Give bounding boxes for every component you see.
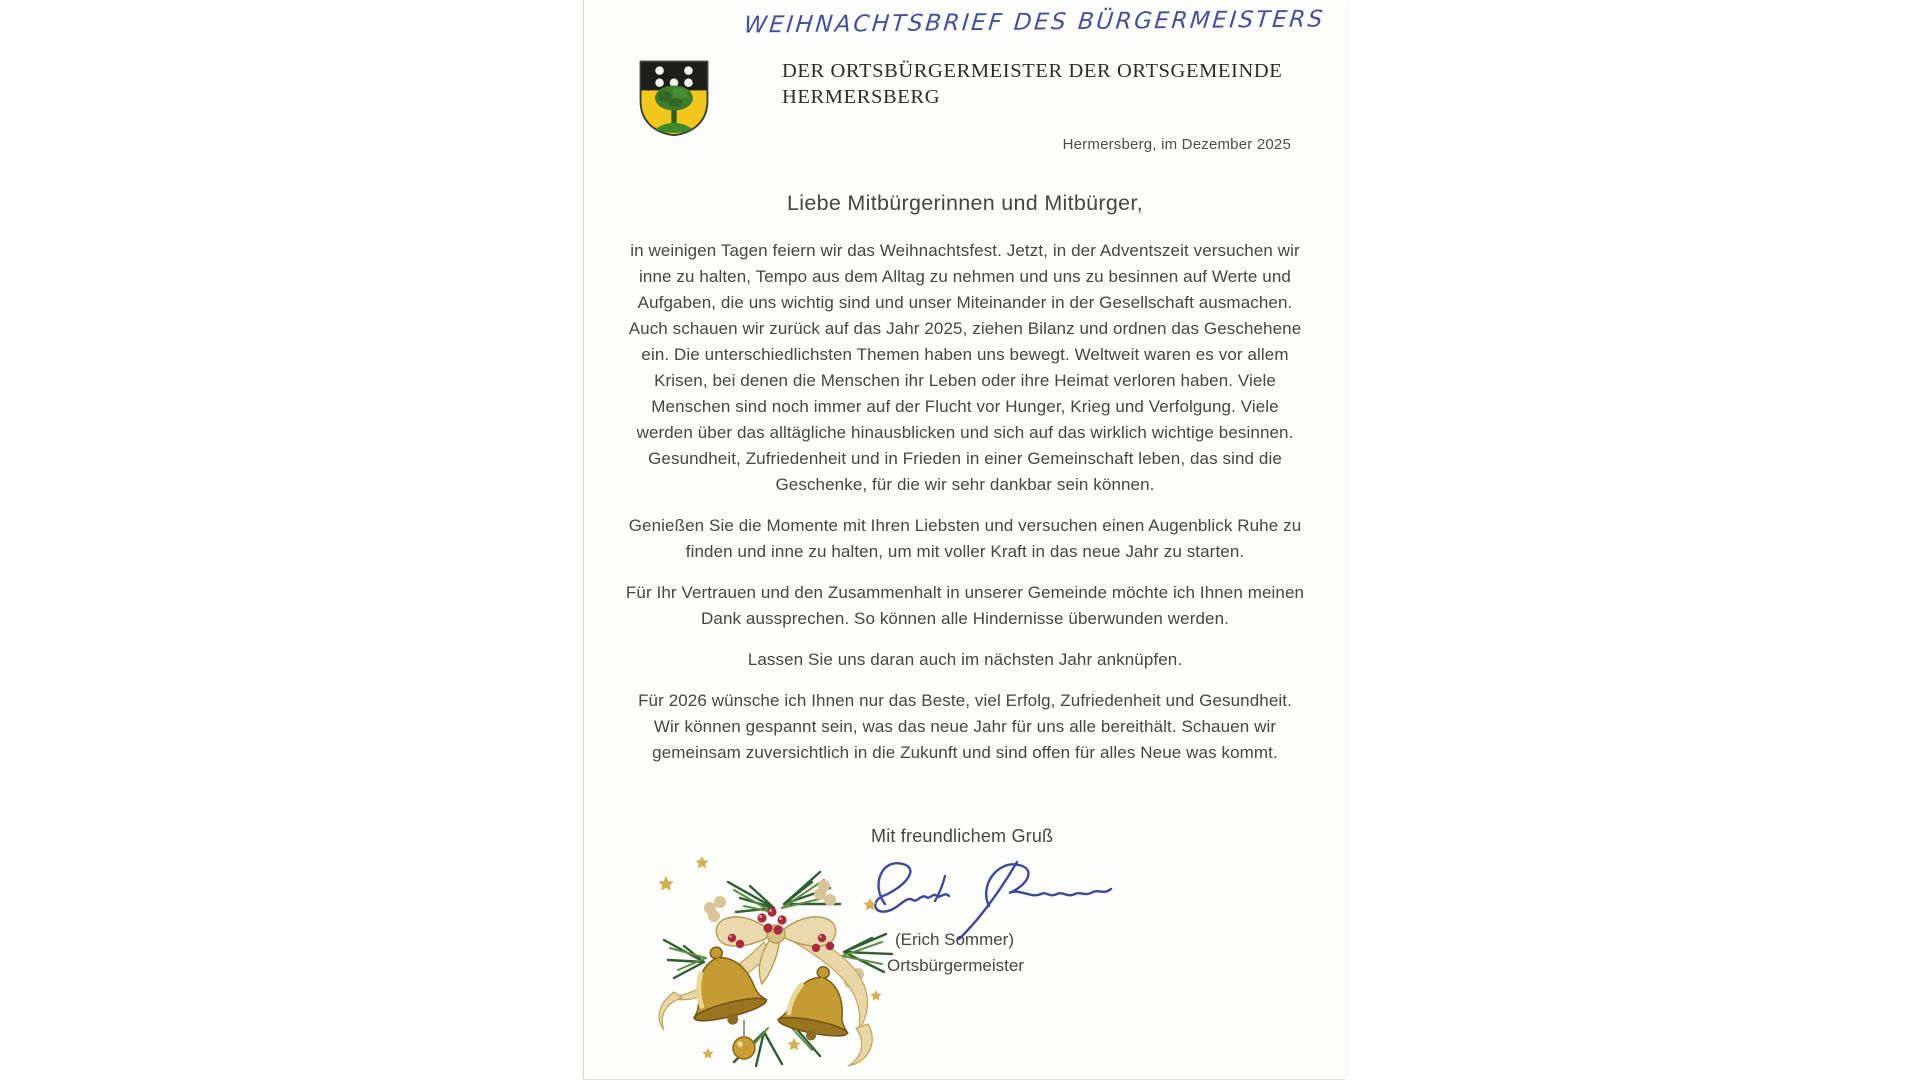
christmas-bells-icon [644,842,914,1080]
closing-block [871,826,1271,975]
dateline: Hermersberg, im Dezember 2025 [1062,136,1291,153]
hermersberg-coat-of-arms-icon [636,58,712,138]
paragraph: in weinigen Tagen feiern wir das Weihnachtsfest. Jetzt, in der Adventszeit versuchen wir inne zu halten, Tempo aus dem Alltag zu nehmen und uns zu besinnen auf Werte und Aufgaben, die uns wichtig sind und unser Miteinander in der Gesellschaft ausmachen. Auch schauen wir zurück auf das Jahr 2025, ziehen Bilanz und ordnen das Geschehene ein. Die unterschiedlichsten Themen haben uns bewegt. Weltweit waren es vor allem Krisen, bei denen die Menschen ihr Leben oder ihre Heimat verloren haben. Viele Menschen sind noch immer auf der Flucht vor Hunger, Krieg und Verfolgung. Viele werden über das alltägliche hinausblicken und sich auf das wirklich wichtige besinnen. Gesundheit, Zufriedenheit und in Frieden in einer Gemeinschaft leben, das sind die Geschenke, für die wir sehr dankbar sein können. [628,241,1302,494]
printed-signer-name: (Erich Sommer) [895,930,1015,949]
handwritten-annotation: WEIHNACHTSBRIEF DES BÜRGERMEISTERS [742,6,1327,39]
paragraph: Für 2026 wünsche ich Ihnen nur das Beste, viel Erfolg, Zufriedenheit und Gesundheit. Wir können gespannt sein, was das neue Jahr für uns alle bereithält. Schauen wir gemeinsam zuversichtlich in die Zukunft und sind offen für alles Neue was kommt. [638,691,1292,762]
paragraph: Für Ihr Vertrauen und den Zusammenhalt in unserer Gemeinde möchte ich Ihnen meinen Dank aussprechen. So können alle Hindernisse überwunden werden. [625,583,1305,628]
letter-body [625,238,1305,781]
letterhead-line1: DER ORTSBÜRGERMEISTER DER ORTSGEMEINDE [782,60,1283,82]
paragraph: Lassen Sie uns daran auch im nächsten Jahr anknüpfen. [747,650,1183,669]
closing-salutation: Mit freundlichem Gruß [871,826,1054,846]
salutation: Liebe Mitbürgerinnen und Mitbürger, [787,191,1143,215]
letter-page [583,0,1345,1080]
paragraph: Genießen Sie die Momente mit Ihren Liebsten und versuchen einen Augenblick Ruhe zu finden und inne zu halten, um mit voller Kraft in das neue Jahr zu starten. [628,516,1302,561]
printed-signer-title: Ortsbürgermeister [887,956,1024,975]
letterhead-line2: HERMERSBERG [782,86,941,108]
